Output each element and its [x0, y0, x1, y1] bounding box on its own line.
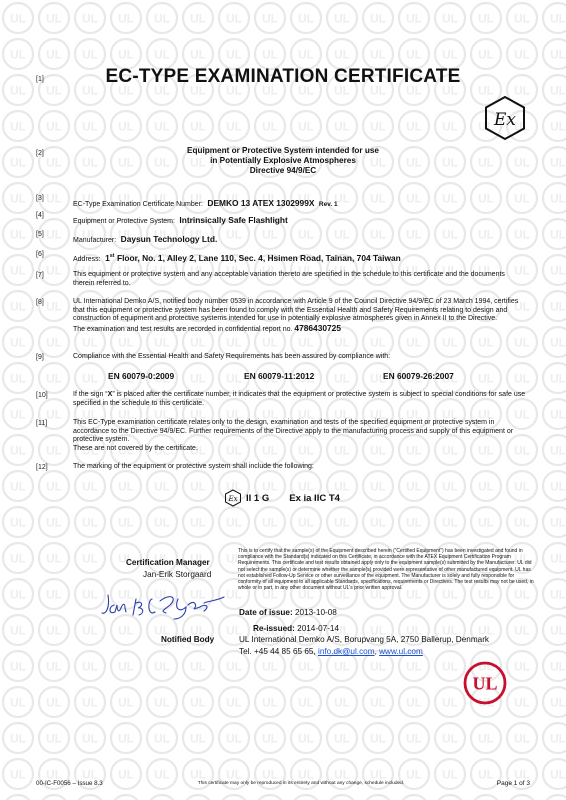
footer-page-number: Page 1 of 3 [496, 780, 530, 787]
cert-number-value: DEMKO 13 ATEX 1302999X [207, 198, 315, 208]
equipment-label: Equipment or Protective System: [73, 218, 175, 225]
cert-rev: Rev. 1 [318, 201, 338, 208]
ul-logo-icon [463, 661, 507, 705]
para10-b: ” is placed after the certificate number, it indicates that the equipment or protective system is subject to special conditions for safe use specified in the schedule to this certificate. [73, 391, 526, 407]
manufacturer-row [73, 229, 217, 247]
paragraph-9: Compliance with the Essential Health and Safety Requirements has been assured by compliance with: [73, 353, 391, 360]
reissue-row [253, 624, 339, 633]
issuer-sep: , [374, 647, 377, 656]
marking-group: II 1 G [246, 492, 270, 504]
fine-print: This is to certify that the sample(s) of the Equipment described herein (“Certified Equipment”) has been investigated and found in compliance with the Standard(s) indicated on this Certificate, in accordance with the ATEX Equipment Certification Program Requirements. This certificate and test results obtained apply only to the equipment sample(s) submitted by the Manufacturer. UL did not select the sample(s) or determine whether the sample(s) provided were representative of other manufactured equipment. UL has not established Follow-Up Service or other surveillance of the equipment. The Manufacturer is solely and fully responsible for conformity of all equipment to all applicable Standards, specifications, requirements or Directives. The test results may not be used, in whole or in part, in any other document without UL’s prior written approval. [238, 548, 534, 592]
reissue-value: 2014-07-14 [297, 624, 340, 633]
address-row [73, 248, 401, 266]
paragraph-10 [73, 391, 530, 408]
page-title: EC-TYPE EXAMINATION CERTIFICATE [105, 66, 461, 87]
cert-number-label: EC-Type Examination Certificate Number: [73, 201, 203, 208]
standard-2: EN 60079-11:2012 [244, 371, 315, 381]
paragraph-8-report [73, 324, 530, 335]
section-marker-12: [12] [36, 464, 48, 471]
issue-value: 2013-10-08 [294, 608, 337, 617]
issuer-web-link[interactable]: www.ul.com [379, 647, 423, 656]
paragraph-8-text: UL International Demko A/S, notified body number 0539 in accordance with Article 9 of the Council Directive 94/9/EC of 23 March 1994, certifies that this equipment or protective system has been found to comply with the Essential Health and Safety Requirements relating to design and construction of equipment and protective systems intended for use in potentially explosive atmospheres given in Annex II to the Directive. [73, 298, 519, 323]
address-value [105, 253, 401, 263]
signatory-name: Jan-Erik Storgaard [143, 570, 212, 579]
report-number: 4786430725 [294, 322, 341, 333]
section-marker-2: [2] [36, 150, 44, 157]
ex-hexagon-icon [482, 95, 528, 141]
issue-label: Date of issue: [239, 608, 293, 617]
para10-a: If the sign “ [73, 391, 108, 398]
equipment-row [73, 210, 288, 228]
handwritten-signature [100, 585, 230, 625]
section-marker-4: [4] [36, 212, 44, 219]
issuer-tel: Tel. +45 44 85 65 65, [239, 647, 316, 656]
svg-text:Ex: Ex [228, 495, 238, 503]
footer-reproduction-note: This certificate may only be reproduced in its entirety and without any change, schedule included. [197, 781, 405, 786]
paragraph-11-text: This EC-Type examination certificate relates only to the design, examination and tests of the specified equipment or protective system in accordance to the Directive 94/9/EC. Further requirements of the Directive apply to the manufacturing process and supply of this equipment or protective system. [73, 419, 514, 444]
svg-text:UL: UL [472, 673, 498, 694]
footer-form-id: 00-IC-F0056 – Issue 8.3 [36, 780, 103, 787]
standard-1: EN 60079-0:2009 [108, 371, 175, 381]
address-number: 1 [105, 253, 110, 263]
standard-3: EN 60079-26:2007 [383, 371, 454, 381]
report-label: The examination and test results are recorded in confidential report no. [73, 325, 293, 333]
date-of-issue-row [239, 608, 337, 617]
section-marker-6: [6] [36, 251, 44, 258]
address-label: Address: [73, 256, 101, 263]
directive-heading [120, 146, 446, 176]
paragraph-7: This equipment or protective system and any acceptable variation thereto are specified in the schedule to this certificate and the documents therein referred to. [73, 271, 505, 287]
paragraph-11-note: These are not covered by the certificate. [73, 444, 198, 452]
cert-number-row [73, 193, 338, 211]
notified-body-label: Notified Body [161, 635, 215, 644]
section-marker-9: [9] [36, 354, 44, 361]
issuer-email-link[interactable]: info.dk@ul.com [318, 647, 375, 656]
para10-x: X [107, 391, 113, 398]
section-marker-3: [3] [36, 195, 44, 202]
heading-line-1: Equipment or Protective System intended for use [187, 146, 379, 155]
manufacturer-value: Daysun Technology Ltd. [120, 234, 218, 244]
issuer-address: UL International Demko A/S, Borupvang 5A, 2750 Ballerup, Denmark [239, 635, 490, 644]
equipment-value: Intrinsically Safe Flashlight [179, 215, 288, 225]
heading-line-3: Directive 94/9/EC [249, 166, 317, 175]
paragraph-8 [73, 298, 530, 334]
signatory-role: Certification Manager [126, 558, 210, 567]
address-rest: Floor, No. 1, Alley 2, Lane 110, Sec. 4, Hsimen Road, Tainan, 704 Taiwan [114, 253, 401, 263]
address-sup: st [109, 253, 115, 260]
section-marker-7: [7] [36, 272, 44, 279]
marking-line [224, 488, 340, 508]
ex-marking-icon [224, 489, 242, 507]
heading-line-2: in Potentially Explosive Atmospheres [210, 156, 356, 165]
issuer-contact [239, 647, 423, 656]
section-marker-10: [10] [36, 392, 48, 399]
paragraph-11 [73, 419, 530, 453]
marking-protection: Ex ia IIC T4 [289, 492, 340, 504]
section-marker-11: [11] [36, 420, 48, 427]
paragraph-12: The marking of the equipment or protective system shall include the following: [73, 463, 314, 470]
manufacturer-label: Manufacturer: [73, 237, 117, 244]
section-marker-1: [1] [36, 76, 44, 83]
section-marker-8: [8] [36, 299, 44, 306]
svg-text:Ex: Ex [494, 110, 516, 130]
reissue-label: Re-issued: [253, 624, 295, 633]
section-marker-5: [5] [36, 231, 44, 238]
